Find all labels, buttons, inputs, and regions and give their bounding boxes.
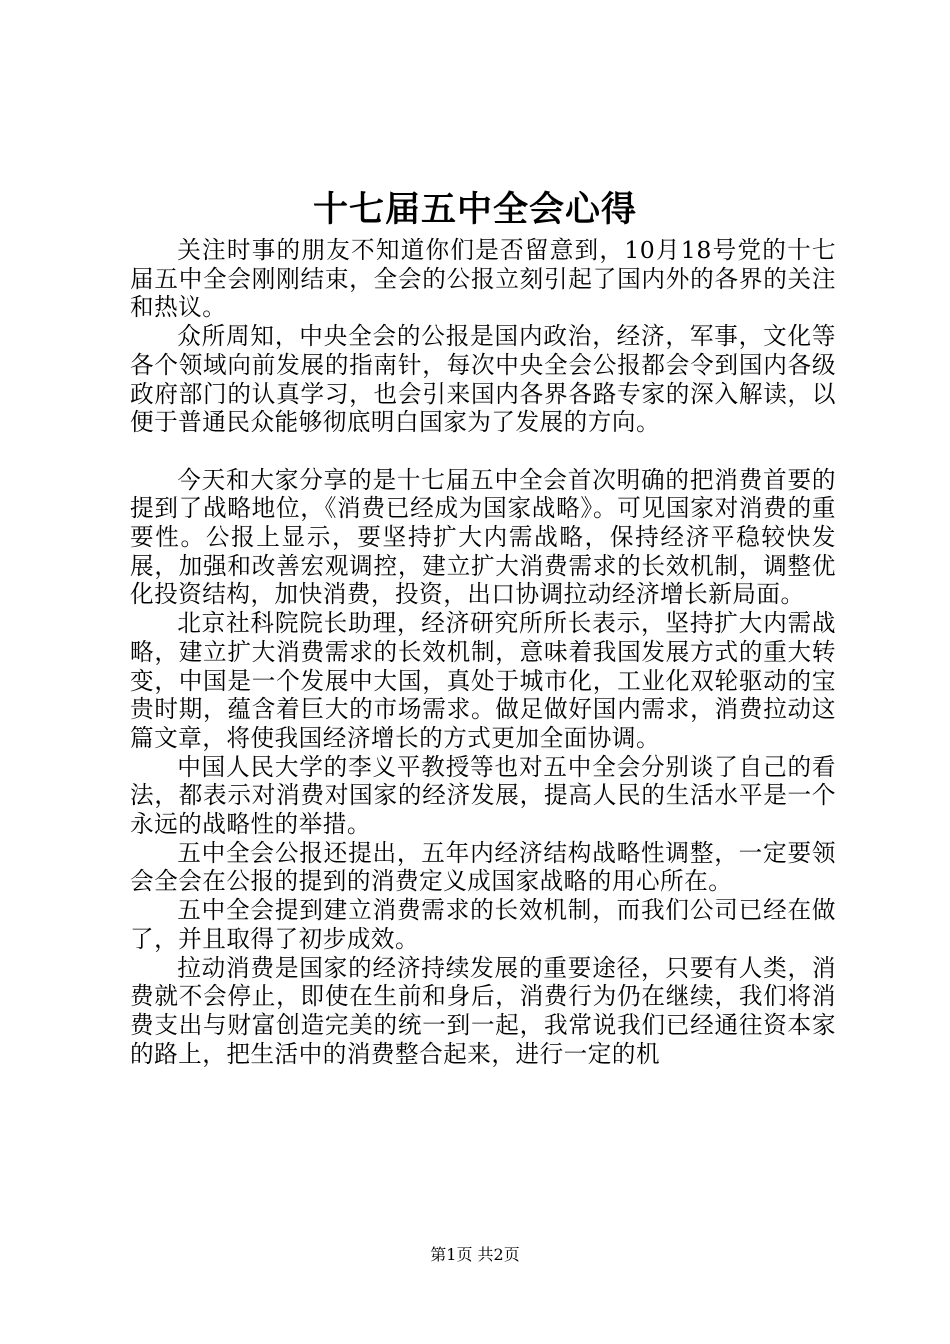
paragraph-2: 众所周知，中央全会的公报是国内政治，经济，军事，文化等各个领域向前发展的指南针，每次中央全会公报都会令到国内各级政府部门的认真学习，也会引来国内各界各路专家的深入解读，以便于普通民众能够彻底明白国家为了发展的方向。 bbox=[130, 322, 836, 437]
paragraph-1: 关注时事的朋友不知道你们是否留意到，10月18号党的十七届五中全会刚刚结束，全会的公报立刻引起了国内外的各界的关注和热议。 bbox=[130, 236, 836, 322]
document-title: 十七届五中全会心得 bbox=[312, 189, 637, 230]
blank-line bbox=[130, 437, 836, 466]
paragraph-5: 中国人民大学的李义平教授等也对五中全会分别谈了自己的看法，都表示对消费对国家的经济发展，提高人民的生活水平是一个永远的战略性的举措。 bbox=[130, 752, 836, 839]
paragraph-6: 五中全会公报还提出，五年内经济结构战略性调整，一定要领会全会在公报的提到的消费定义成国家战略的用心所在。 bbox=[130, 838, 836, 896]
paragraph-4: 北京社科院院长助理，经济研究所所长表示，坚持扩大内需战略，建立扩大消费需求的长效机制，意味着我国发展方式的重大转变，中国是一个发展中大国，真处于城市化，工业化双轮驱动的宝贵时期，蕴含着巨大的市场需求。做足做好国内需求，消费拉动这篇文章，将使我国经济增长的方式更加全面协调。 bbox=[130, 609, 836, 752]
document-body bbox=[130, 236, 836, 1068]
page-footer: 第1页 共2页 bbox=[430, 1245, 520, 1264]
paragraph-3: 今天和大家分享的是十七届五中全会首次明确的把消费首要的提到了战略地位，《消费已经成为国家战略》。可见国家对消费的重要性。公报上显示，要坚持扩大内需战略，保持经济平稳较快发展，加强和改善宏观调控，建立扩大消费需求的长效机制，调整优化投资结构，加快消费，投资，出口协调拉动经济增长新局面。 bbox=[130, 465, 836, 609]
paragraph-8: 拉动消费是国家的经济持续发展的重要途径，只要有人类，消费就不会停止，即使在生前和身后，消费行为仍在继续，我们将消费支出与财富创造完美的统一到一起，我常说我们已经通往资本家的路上，把生活中的消费整合起来，进行一定的机 bbox=[130, 953, 836, 1068]
paragraph-7: 五中全会提到建立消费需求的长效机制，而我们公司已经在做了，并且取得了初步成效。 bbox=[130, 896, 836, 953]
